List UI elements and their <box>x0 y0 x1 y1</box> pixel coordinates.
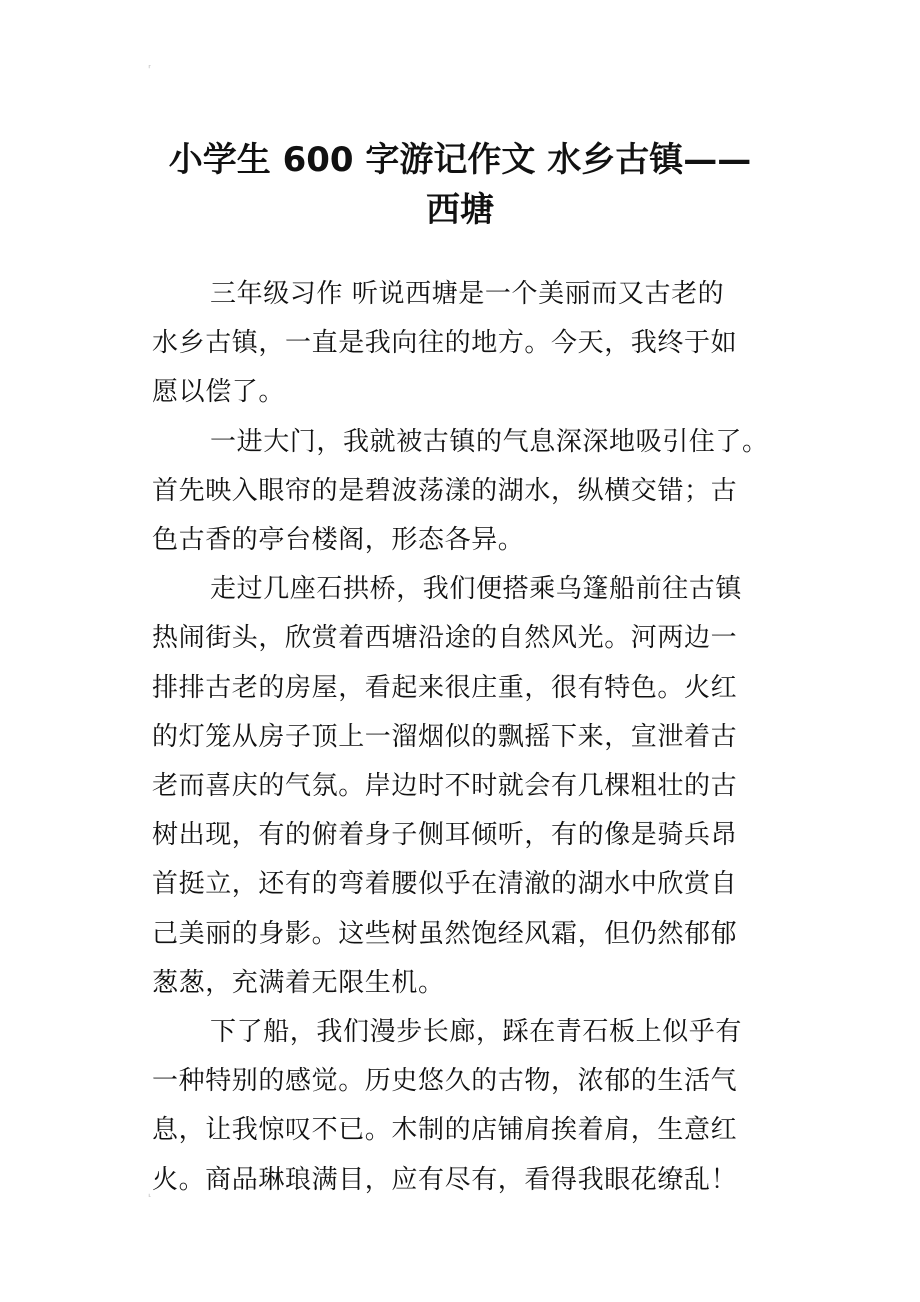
text-line: 热闹街头，欣赏着西塘沿途的自然风光。河两边一 <box>152 623 738 654</box>
paragraph <box>152 565 772 1008</box>
text-line: 水乡古镇，一直是我向往的地方。今天，我终于如 <box>152 328 738 359</box>
title-line-2: 西塘 <box>426 189 494 230</box>
paragraph <box>152 1008 772 1205</box>
title-line-1: 小学生 600 字游记作文 水乡古镇—— <box>168 139 752 180</box>
text-line: 己美丽的身影。这些树虽然饱经风霜，但仍然郁郁 <box>152 918 738 949</box>
page-corner-mark-icon: ⸢ <box>148 65 152 75</box>
text-line: 的灯笼从房子顶上一溜烟似的飘摇下来，宣泄着古 <box>152 721 738 752</box>
text-line: 首挺立，还有的弯着腰似乎在清澈的湖水中欣赏自 <box>152 869 738 900</box>
text-line: 一种特别的感觉。历史悠久的古物，浓郁的生活气 <box>152 1066 738 1097</box>
text-line: 葱葱，充满着无限生机。 <box>152 967 445 998</box>
text-line: 首先映入眼帘的是碧波荡漾的湖水，纵横交错；古 <box>152 475 738 506</box>
text-line: 一进大门，我就被古镇的气息深深地吸引住了。 <box>210 426 769 457</box>
text-line: 下了船，我们漫步长廊，踩在青石板上似乎有 <box>210 1017 743 1048</box>
text-line: 三年级习作 听说西塘是一个美丽而又古老的 <box>210 279 725 309</box>
page-corner-mark-icon: ⸤ <box>148 1189 152 1199</box>
paragraph <box>152 418 772 566</box>
paragraph <box>152 270 772 418</box>
text-line: 愿以偿了。 <box>152 377 286 408</box>
text-line: 老而喜庆的气氛。岸边时不时就会有几棵粗壮的古 <box>152 771 738 802</box>
text-line: 树出现，有的俯着身子侧耳倾听，有的像是骑兵昂 <box>152 820 738 851</box>
document-title <box>140 135 780 235</box>
article-body <box>152 270 772 1205</box>
text-line: 火。商品琳琅满目，应有尽有，看得我眼花缭乱！ <box>152 1164 738 1195</box>
text-line: 色古香的亭台楼阁，形态各异。 <box>152 525 525 556</box>
text-line: 息，让我惊叹不已。木制的店铺肩挨着肩，生意红 <box>152 1115 738 1146</box>
text-line: 排排古老的房屋，看起来很庄重，很有特色。火红 <box>152 672 738 703</box>
text-line: 走过几座石拱桥，我们便搭乘乌篷船前往古镇 <box>210 574 743 605</box>
